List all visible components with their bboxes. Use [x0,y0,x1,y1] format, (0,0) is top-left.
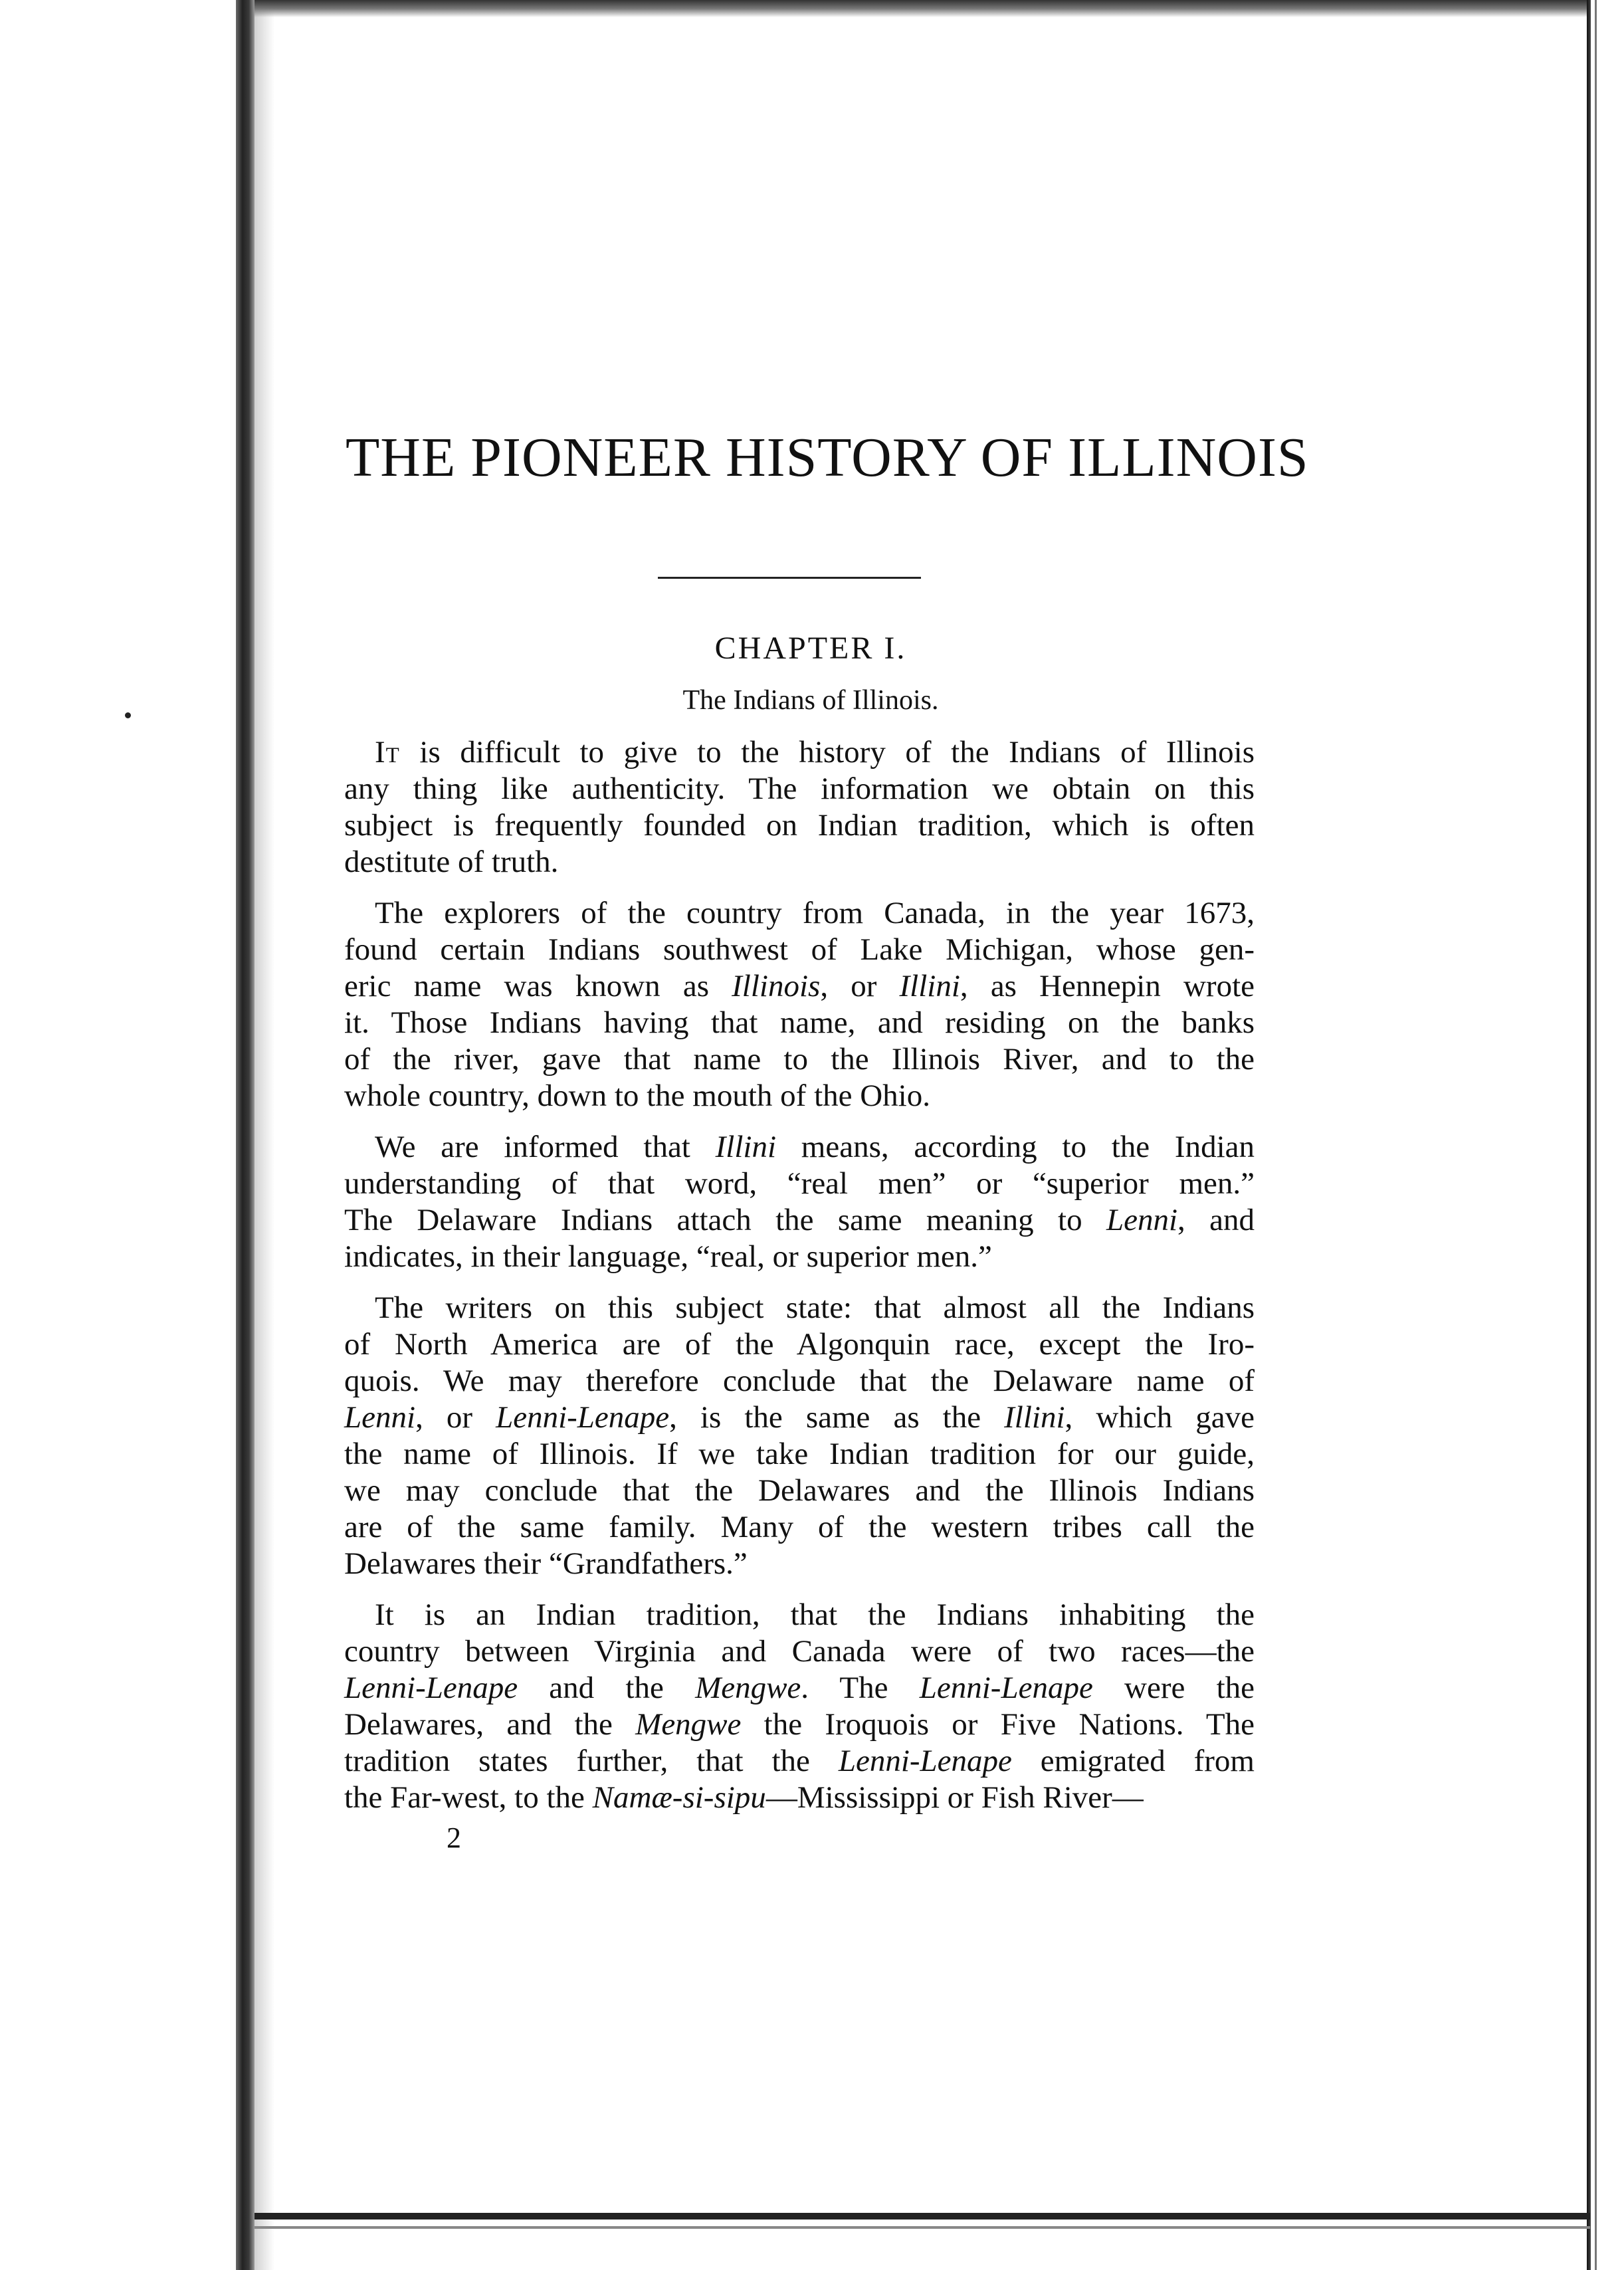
paragraph [344,1129,1255,1275]
book-title: THE PIONEER HISTORY OF ILLINOIS [346,427,1309,488]
page-right-margin [1587,0,1624,2270]
chapter-subtitle: The Indians of Illinois. [682,685,939,716]
text-line: understanding of that word, “real men” or “superior men.” [344,1166,1255,1201]
text-line: Lenni-Lenape and the Mengwe. The Lenni-Lenape were the [344,1671,1255,1705]
paragraph [344,734,1255,880]
page-right-edge [1587,0,1591,2270]
text-line: any thing like authenticity. The information we obtain on this [344,772,1255,806]
chapter-heading: CHAPTER I. [714,631,907,666]
gutter-shadow [254,0,274,2270]
body-text [344,734,1255,1831]
paragraph [344,1290,1255,1582]
text-line: Delawares, and the Mengwe the Iroquois or Five Nations. The [344,1707,1255,1742]
page-top-edge [254,0,1590,17]
paragraph [344,895,1255,1114]
text-line: subject is frequently founded on Indian tradition, which is often [344,808,1255,843]
text-line: found certain Indians southwest of Lake Michigan, whose gen- [344,932,1255,967]
text-line: we may conclude that the Delawares and the Illinois Indians [344,1473,1255,1508]
text-line: It is an Indian tradition, that the Indians inhabiting the [375,1598,1255,1632]
text-line: of North America are of the Algonquin race, except the Iro- [344,1327,1255,1362]
text-line: It is difficult to give to the history of the Indians of Illinois [375,735,1255,770]
page-bottom-edge-inner [254,2226,1590,2229]
paragraph [344,1597,1255,1816]
text-line: whole country, down to the mouth of the Ohio. [344,1079,930,1113]
text-line: of the river, gave that name to the Illinois River, and to the [344,1042,1255,1077]
text-line: destitute of truth. [344,845,559,879]
text-line: Delawares their “Grandfathers.” [344,1546,748,1581]
text-line: indicates, in their language, “real, or superior men.” [344,1239,992,1274]
page-bottom-edge [254,2213,1590,2219]
text-line: We are informed that Illini means, according to the Indian [375,1130,1255,1164]
title-rule [658,577,921,579]
page-number: 2 [447,1821,461,1854]
text-line: The Delaware Indians attach the same meaning to Lenni, and [344,1203,1255,1237]
scan-speck [125,712,131,718]
text-line: The explorers of the country from Canada, in the year 1673, [375,896,1255,930]
text-line: eric name was known as Illinois, or Illini, as Hennepin wrote [344,969,1255,1003]
text-line: The writers on this subject state: that almost all the Indians [375,1290,1255,1325]
text-line: tradition states further, that the Lenni-Lenape emigrated from [344,1744,1255,1778]
text-line: the name of Illinois. If we take Indian tradition for our guide, [344,1437,1255,1471]
facing-page-margin [0,0,236,2270]
text-line: the Far-west, to the Namæ-si-sipu—Mississippi or Fish River— [344,1780,1144,1815]
text-line: it. Those Indians having that name, and residing on the banks [344,1005,1255,1040]
text-line: quois. We may therefore conclude that the Delaware name of [344,1364,1255,1398]
text-line: Lenni, or Lenni-Lenape, is the same as the Illini, which gave [344,1400,1255,1435]
text-line: country between Virginia and Canada were of two races—the [344,1634,1255,1669]
page-right-edge-inner [1595,0,1597,2270]
text-line: are of the same family. Many of the western tribes call the [344,1510,1255,1544]
book-gutter [236,0,254,2270]
